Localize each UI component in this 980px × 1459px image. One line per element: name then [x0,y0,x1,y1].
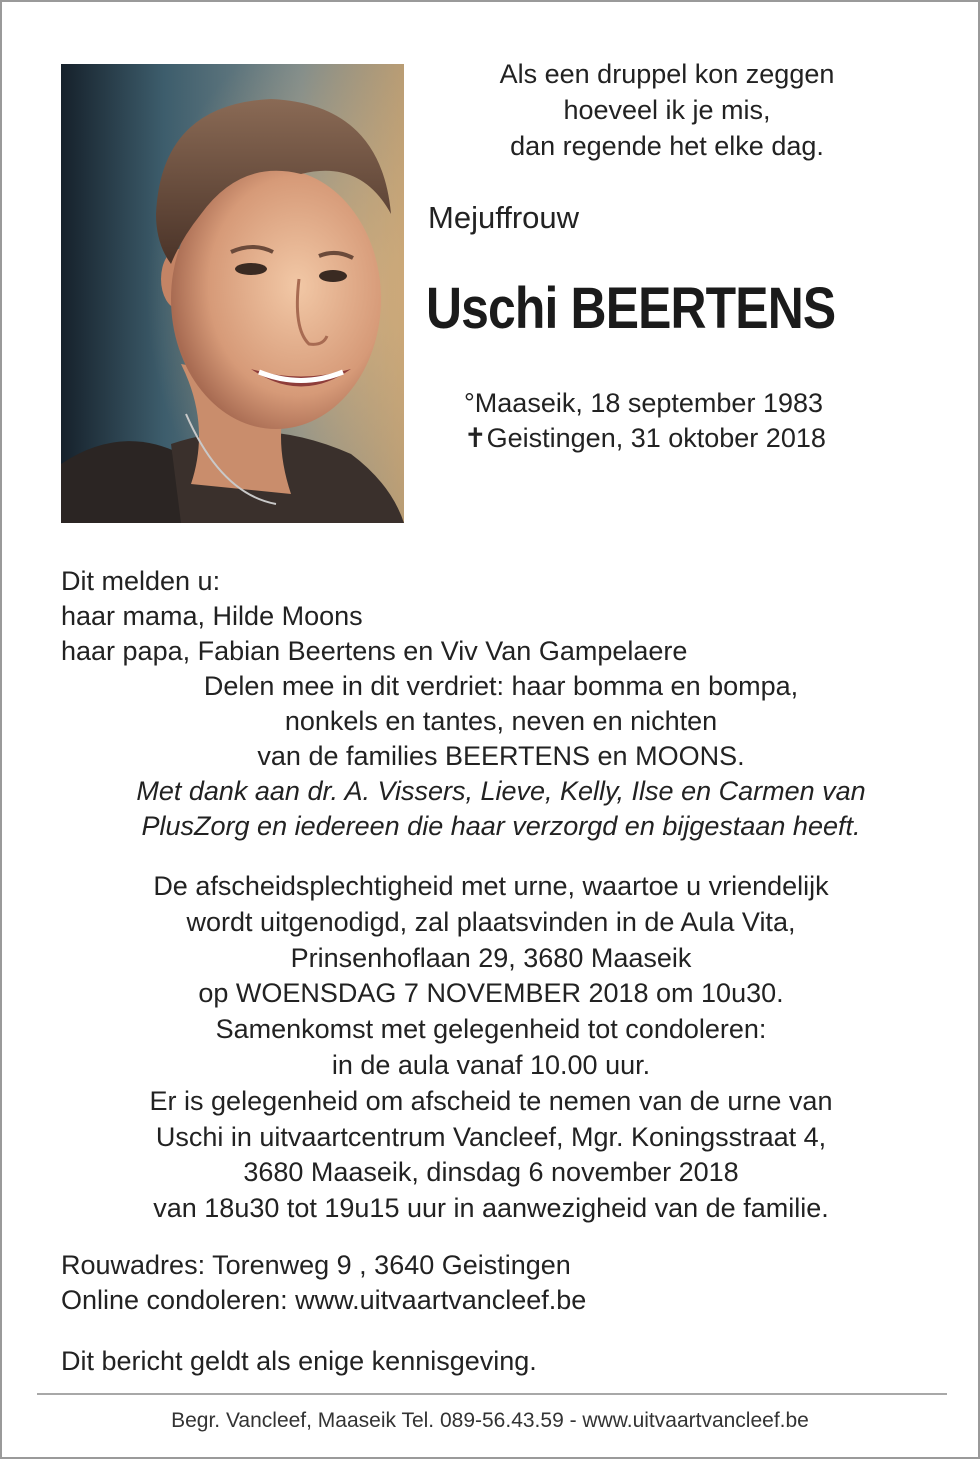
ceremony-line: van 18u30 tot 19u15 uur in aanwezigheid van de familie. [153,1193,829,1224]
ceremony-line: in de aula vanaf 10.00 uur. [331,1049,651,1080]
share-line: nonkels en tantes, neven en nichten [284,706,718,736]
online-condolences: Online condoleren: www.uitvaartvancleef.be [61,1285,587,1315]
father-line: haar papa, Fabian Beertens en Viv Van Gampelaere [61,636,688,666]
thanks-line: Met dank aan dr. A. Vissers, Lieve, Kelly, Ilse en Carmen van [136,776,866,806]
announcement-block [61,564,941,844]
life-dates [464,386,826,456]
divider [37,1393,947,1395]
portrait-illustration [61,64,404,523]
ceremony-line: 3680 Maaseik, dinsdag 6 november 2018 [243,1157,739,1188]
share-line: van de families BEERTENS en MOONS. [257,741,745,771]
birth-date: °Maaseik, 18 september 1983 [464,388,824,418]
deceased-name: Uschi BEERTENS [426,276,836,341]
ceremony-line: Prinsenhoflaan 29, 3680 Maaseik [290,942,692,973]
memorial-poem [432,56,902,164]
portrait-photo [61,64,404,523]
mother-line: haar mama, Hilde Moons [61,601,363,631]
ceremony-line: Er is gelegenheid om afscheid te nemen van de urne van [149,1085,833,1116]
ceremony-line: Samenkomst met gelegenheid tot condoleren: [215,1014,767,1045]
ceremony-line: Uschi in uitvaartcentrum Vancleef, Mgr. Koningsstraat 4, [155,1121,827,1152]
ceremony-line: De afscheidsplechtigheid met urne, waartoe u vriendelijk [153,871,829,901]
ceremony-line: op WOENSDAG 7 NOVEMBER 2018 om 10u30. [198,978,784,1009]
thanks-line: PlusZorg en iedereen die haar verzorgd en bijgestaan heeft. [141,811,861,841]
share-line: Delen mee in dit verdriet: haar bomma en bompa, [203,671,799,701]
ceremony-line: wordt uitgenodigd, zal plaatsvinden in de Aula Vita, [186,906,796,937]
funeral-home-footer: Begr. Vancleef, Maaseik Tel. 089-56.43.59 - www.uitvaartvancleef.be [171,1409,809,1432]
salutation: Mejuffrouw [428,200,580,235]
poem-line: hoeveel ik je mis, [563,95,771,125]
notice-line: Dit bericht geldt als enige kennisgeving. [61,1346,537,1376]
contact-block [61,1248,941,1318]
poem-line: dan regende het elke dag. [510,131,824,161]
ceremony-details [61,869,921,1227]
announcement-intro: Dit melden u: [61,566,221,596]
death-date: ✝Geistingen, 31 oktober 2018 [464,423,826,453]
poem-line: Als een druppel kon zeggen [499,59,835,89]
mourning-address: Rouwadres: Torenweg 9 , 3640 Geistingen [61,1250,571,1280]
